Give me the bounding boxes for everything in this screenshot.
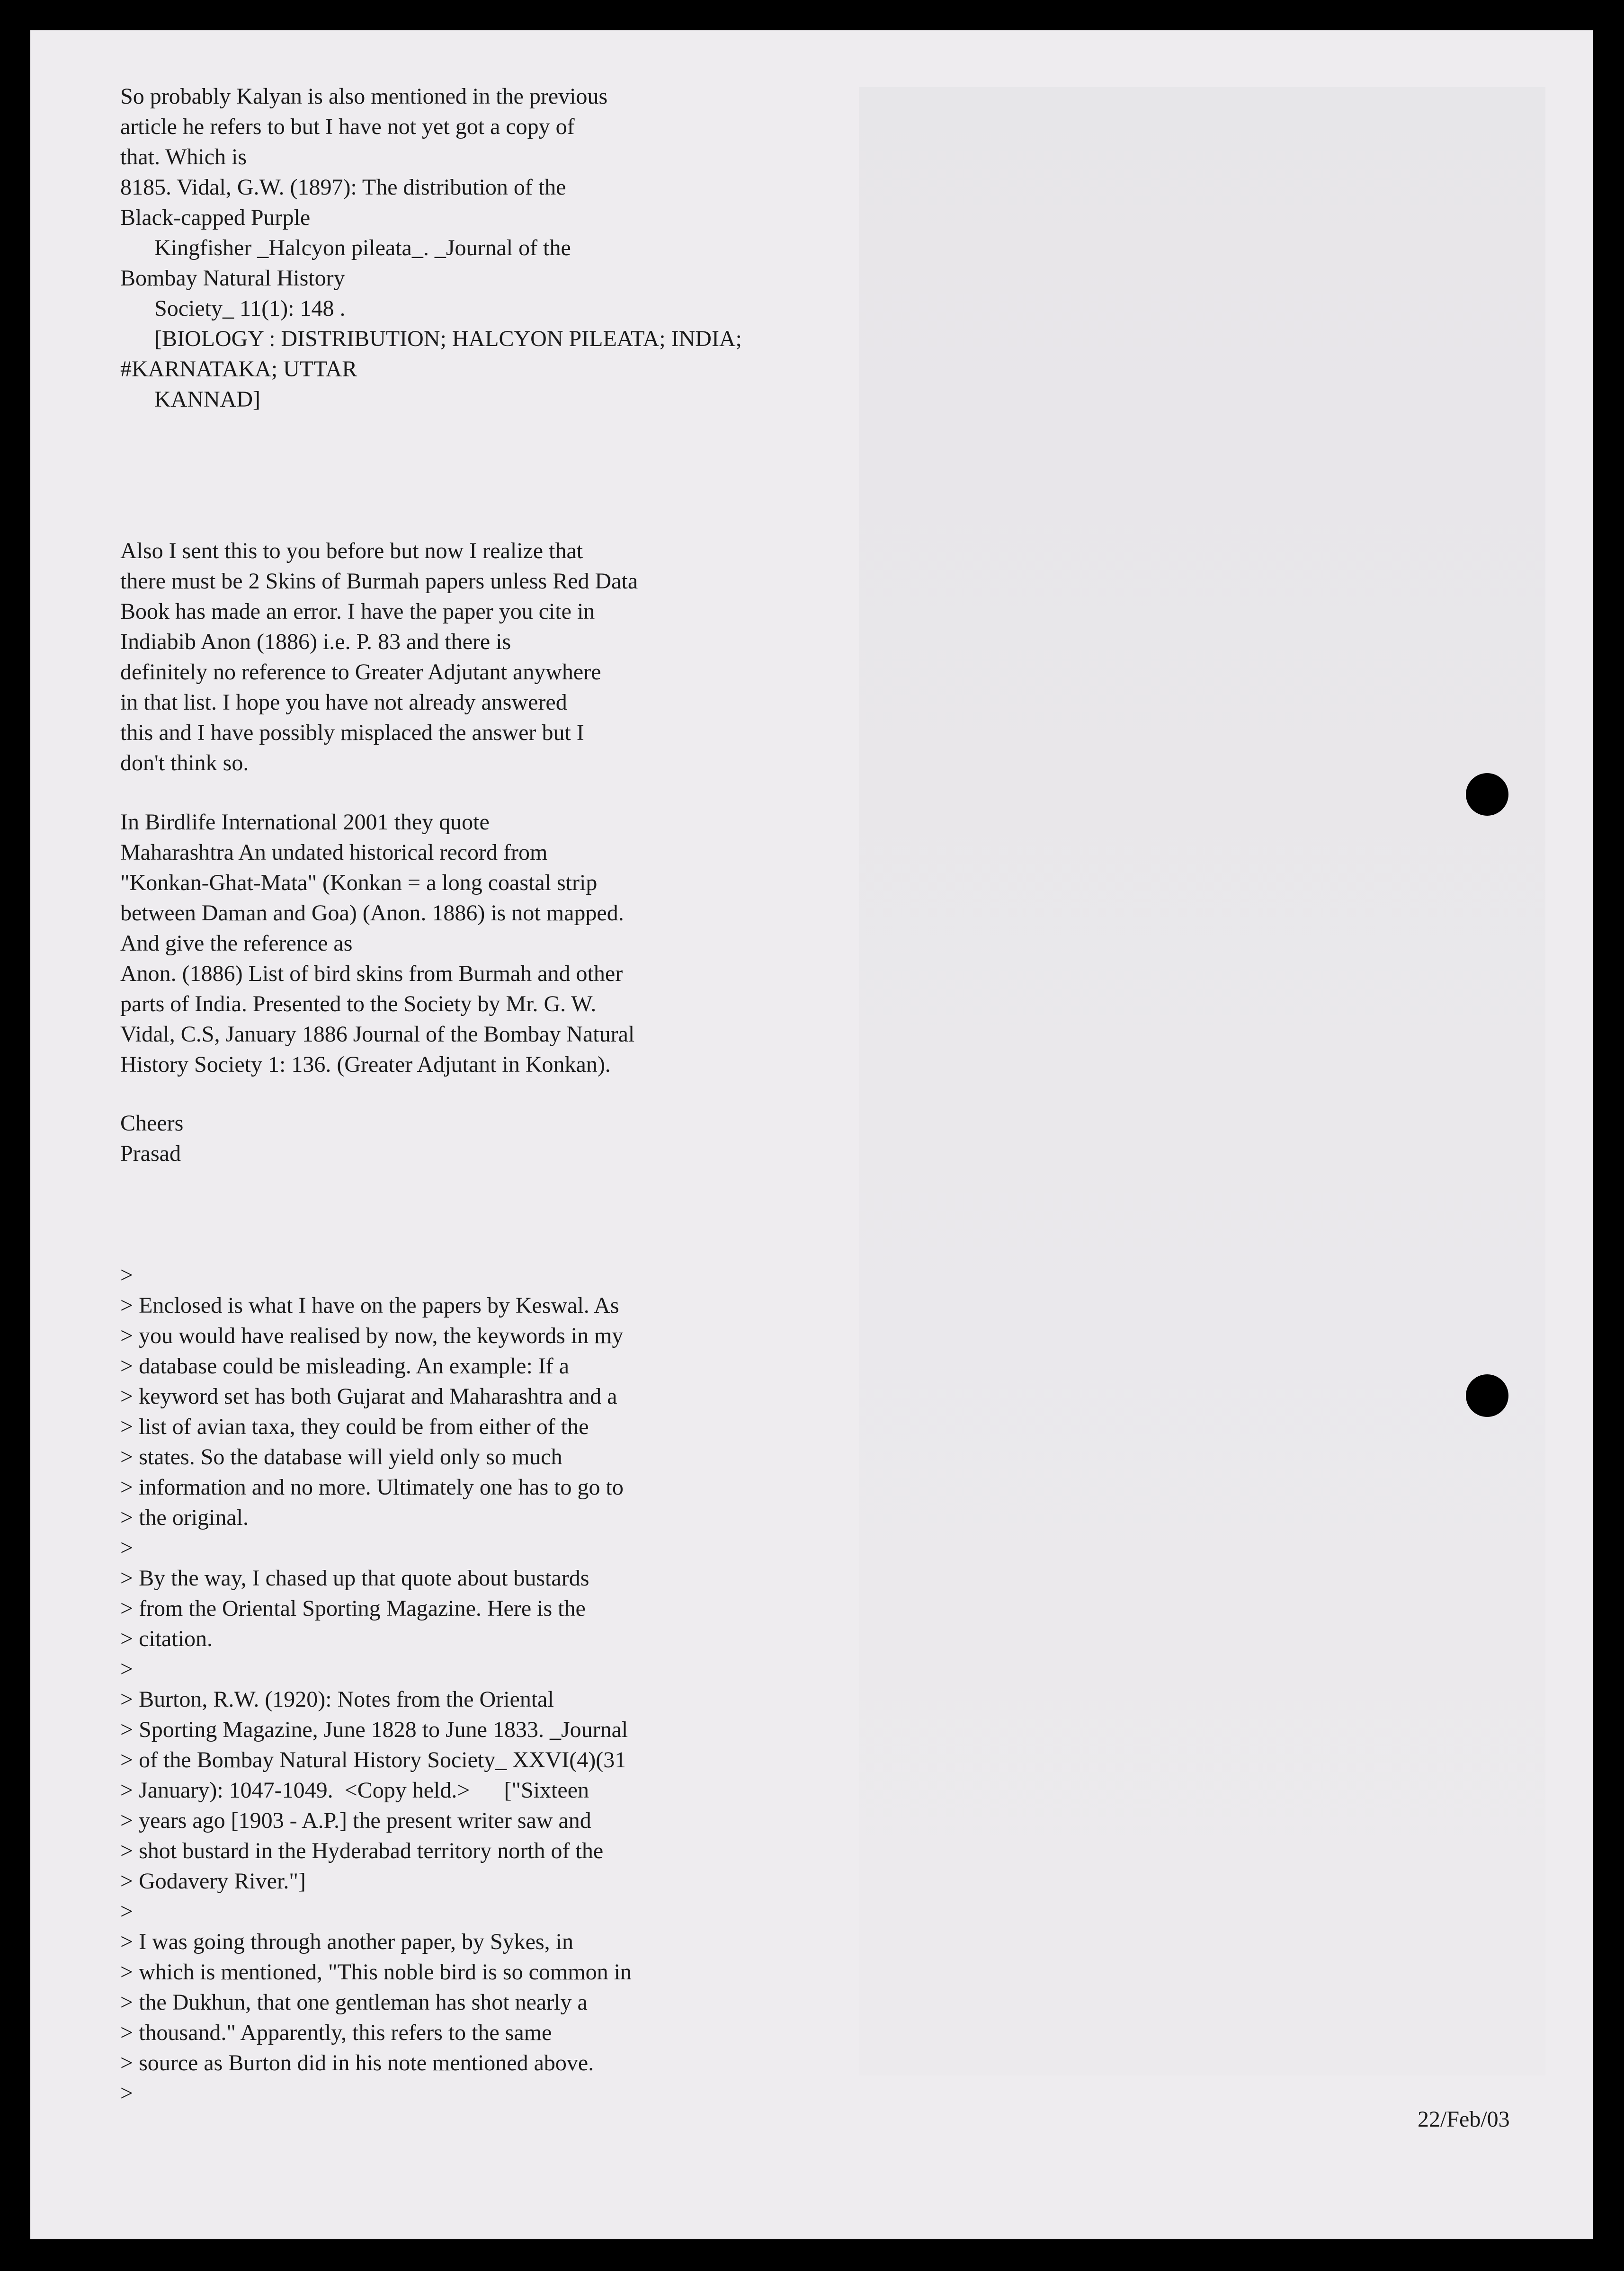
text-line: > citation. [120, 1626, 213, 1651]
text-line: > the Dukhun, that one gentleman has shot nearly a [120, 1990, 588, 2015]
text-line: Book has made an error. I have the paper you cite in [120, 599, 595, 624]
text-line: Kingfisher _Halcyon pileata_. _Journal of the [120, 235, 571, 260]
signoff [120, 1108, 183, 1169]
text-line: > information and no more. Ultimately one has to go to [120, 1475, 624, 1500]
text-line: definitely no reference to Greater Adjutant anywhere [120, 659, 601, 685]
text-line: > [120, 1263, 134, 1288]
text-line: > which is mentioned, "This noble bird is so common in [120, 1959, 632, 1985]
text-line: > database could be misleading. An example: If a [120, 1354, 570, 1379]
text-line: Anon. (1886) List of bird skins from Burmah and other [120, 961, 623, 986]
text-line: > shot bustard in the Hyderabad territory north of the [120, 1838, 604, 1863]
text-line: [BIOLOGY : DISTRIBUTION; HALCYON PILEATA; INDIA; [120, 326, 742, 351]
text-line: In Birdlife International 2001 they quote [120, 810, 490, 835]
text-line: article he refers to but I have not yet got a copy of [120, 114, 575, 139]
text-line: > January): 1047-1049. <Copy held.> ["Sixteen [120, 1778, 589, 1803]
text-line: that. Which is [120, 144, 247, 169]
text-line: > the original. [120, 1505, 249, 1530]
text-line: > years ago [1903 - A.P.] the present writer saw and [120, 1808, 591, 1833]
birdlife-paragraph [120, 807, 634, 1080]
text-line: > source as Burton did in his note mentioned above. [120, 2050, 594, 2075]
text-line: > you would have realised by now, the keywords in my [120, 1323, 624, 1348]
text-line: "Konkan-Ghat-Mata" (Konkan = a long coastal strip [120, 870, 598, 895]
text-line: So probably Kalyan is also mentioned in the previous [120, 84, 608, 109]
punch-hole-upper [1466, 773, 1508, 816]
text-line: > By the way, I chased up that quote about bustards [120, 1566, 589, 1591]
text-line: #KARNATAKA; UTTAR [120, 356, 357, 382]
text-line: Indiabib Anon (1886) i.e. P. 83 and there is [120, 629, 511, 654]
skins-paragraph [120, 536, 638, 778]
text-line: > [120, 1656, 134, 1682]
text-line: Bombay Natural History [120, 266, 345, 291]
text-line: > Sporting Magazine, June 1828 to June 1833. _Journal [120, 1717, 628, 1742]
text-line: > states. So the database will yield only so much [120, 1444, 562, 1469]
kalyan-paragraph [120, 81, 742, 415]
text-line: > [120, 1535, 134, 1560]
text-line: this and I have possibly misplaced the answer but I [120, 720, 584, 745]
text-line: And give the reference as [120, 931, 353, 956]
text-line: there must be 2 Skins of Burmah papers unless Red Data [120, 569, 638, 594]
text-line: don't think so. [120, 750, 249, 775]
document-page [30, 30, 1593, 2239]
text-line: 8185. Vidal, G.W. (1897): The distribution of the [120, 175, 566, 200]
text-line: Black-capped Purple [120, 205, 311, 230]
text-line: Society_ 11(1): 148 . [120, 296, 346, 321]
text-line: Maharashtra An undated historical record from [120, 840, 548, 865]
text-line: > of the Bombay Natural History Society_ XXVI(4)(31 [120, 1747, 626, 1772]
text-line: > list of avian taxa, they could be from either of the [120, 1414, 589, 1439]
show-through-bleed [859, 87, 1545, 2075]
text-line: > thousand." Apparently, this refers to the same [120, 2020, 552, 2045]
page-date: 22/Feb/03 [1418, 2107, 1510, 2132]
text-line: Vidal, C.S, January 1886 Journal of the Bombay Natural [120, 1022, 635, 1047]
punch-hole-lower [1466, 1374, 1508, 1417]
text-line: parts of India. Presented to the Society by Mr. G. W. [120, 991, 597, 1016]
text-line: > Enclosed is what I have on the papers by Keswal. As [120, 1293, 619, 1318]
quoted-reply [120, 1260, 632, 2109]
text-line: > [120, 1899, 134, 1924]
text-line: History Society 1: 136. (Greater Adjutant in Konkan). [120, 1052, 611, 1077]
text-line: Prasad [120, 1141, 181, 1166]
text-line: KANNAD] [120, 387, 260, 412]
text-line: > keyword set has both Gujarat and Maharashtra and a [120, 1384, 617, 1409]
text-line: > from the Oriental Sporting Magazine. Here is the [120, 1596, 586, 1621]
text-line: > I was going through another paper, by Sykes, in [120, 1929, 573, 1954]
text-line: > Burton, R.W. (1920): Notes from the Oriental [120, 1687, 554, 1712]
text-line: > Godavery River."] [120, 1869, 306, 1894]
text-line: between Daman and Goa) (Anon. 1886) is not mapped. [120, 900, 624, 926]
text-line: in that list. I hope you have not already answered [120, 690, 567, 715]
text-line: > [120, 2081, 134, 2106]
text-line: Also I sent this to you before but now I realize that [120, 538, 583, 563]
text-line: Cheers [120, 1111, 184, 1136]
